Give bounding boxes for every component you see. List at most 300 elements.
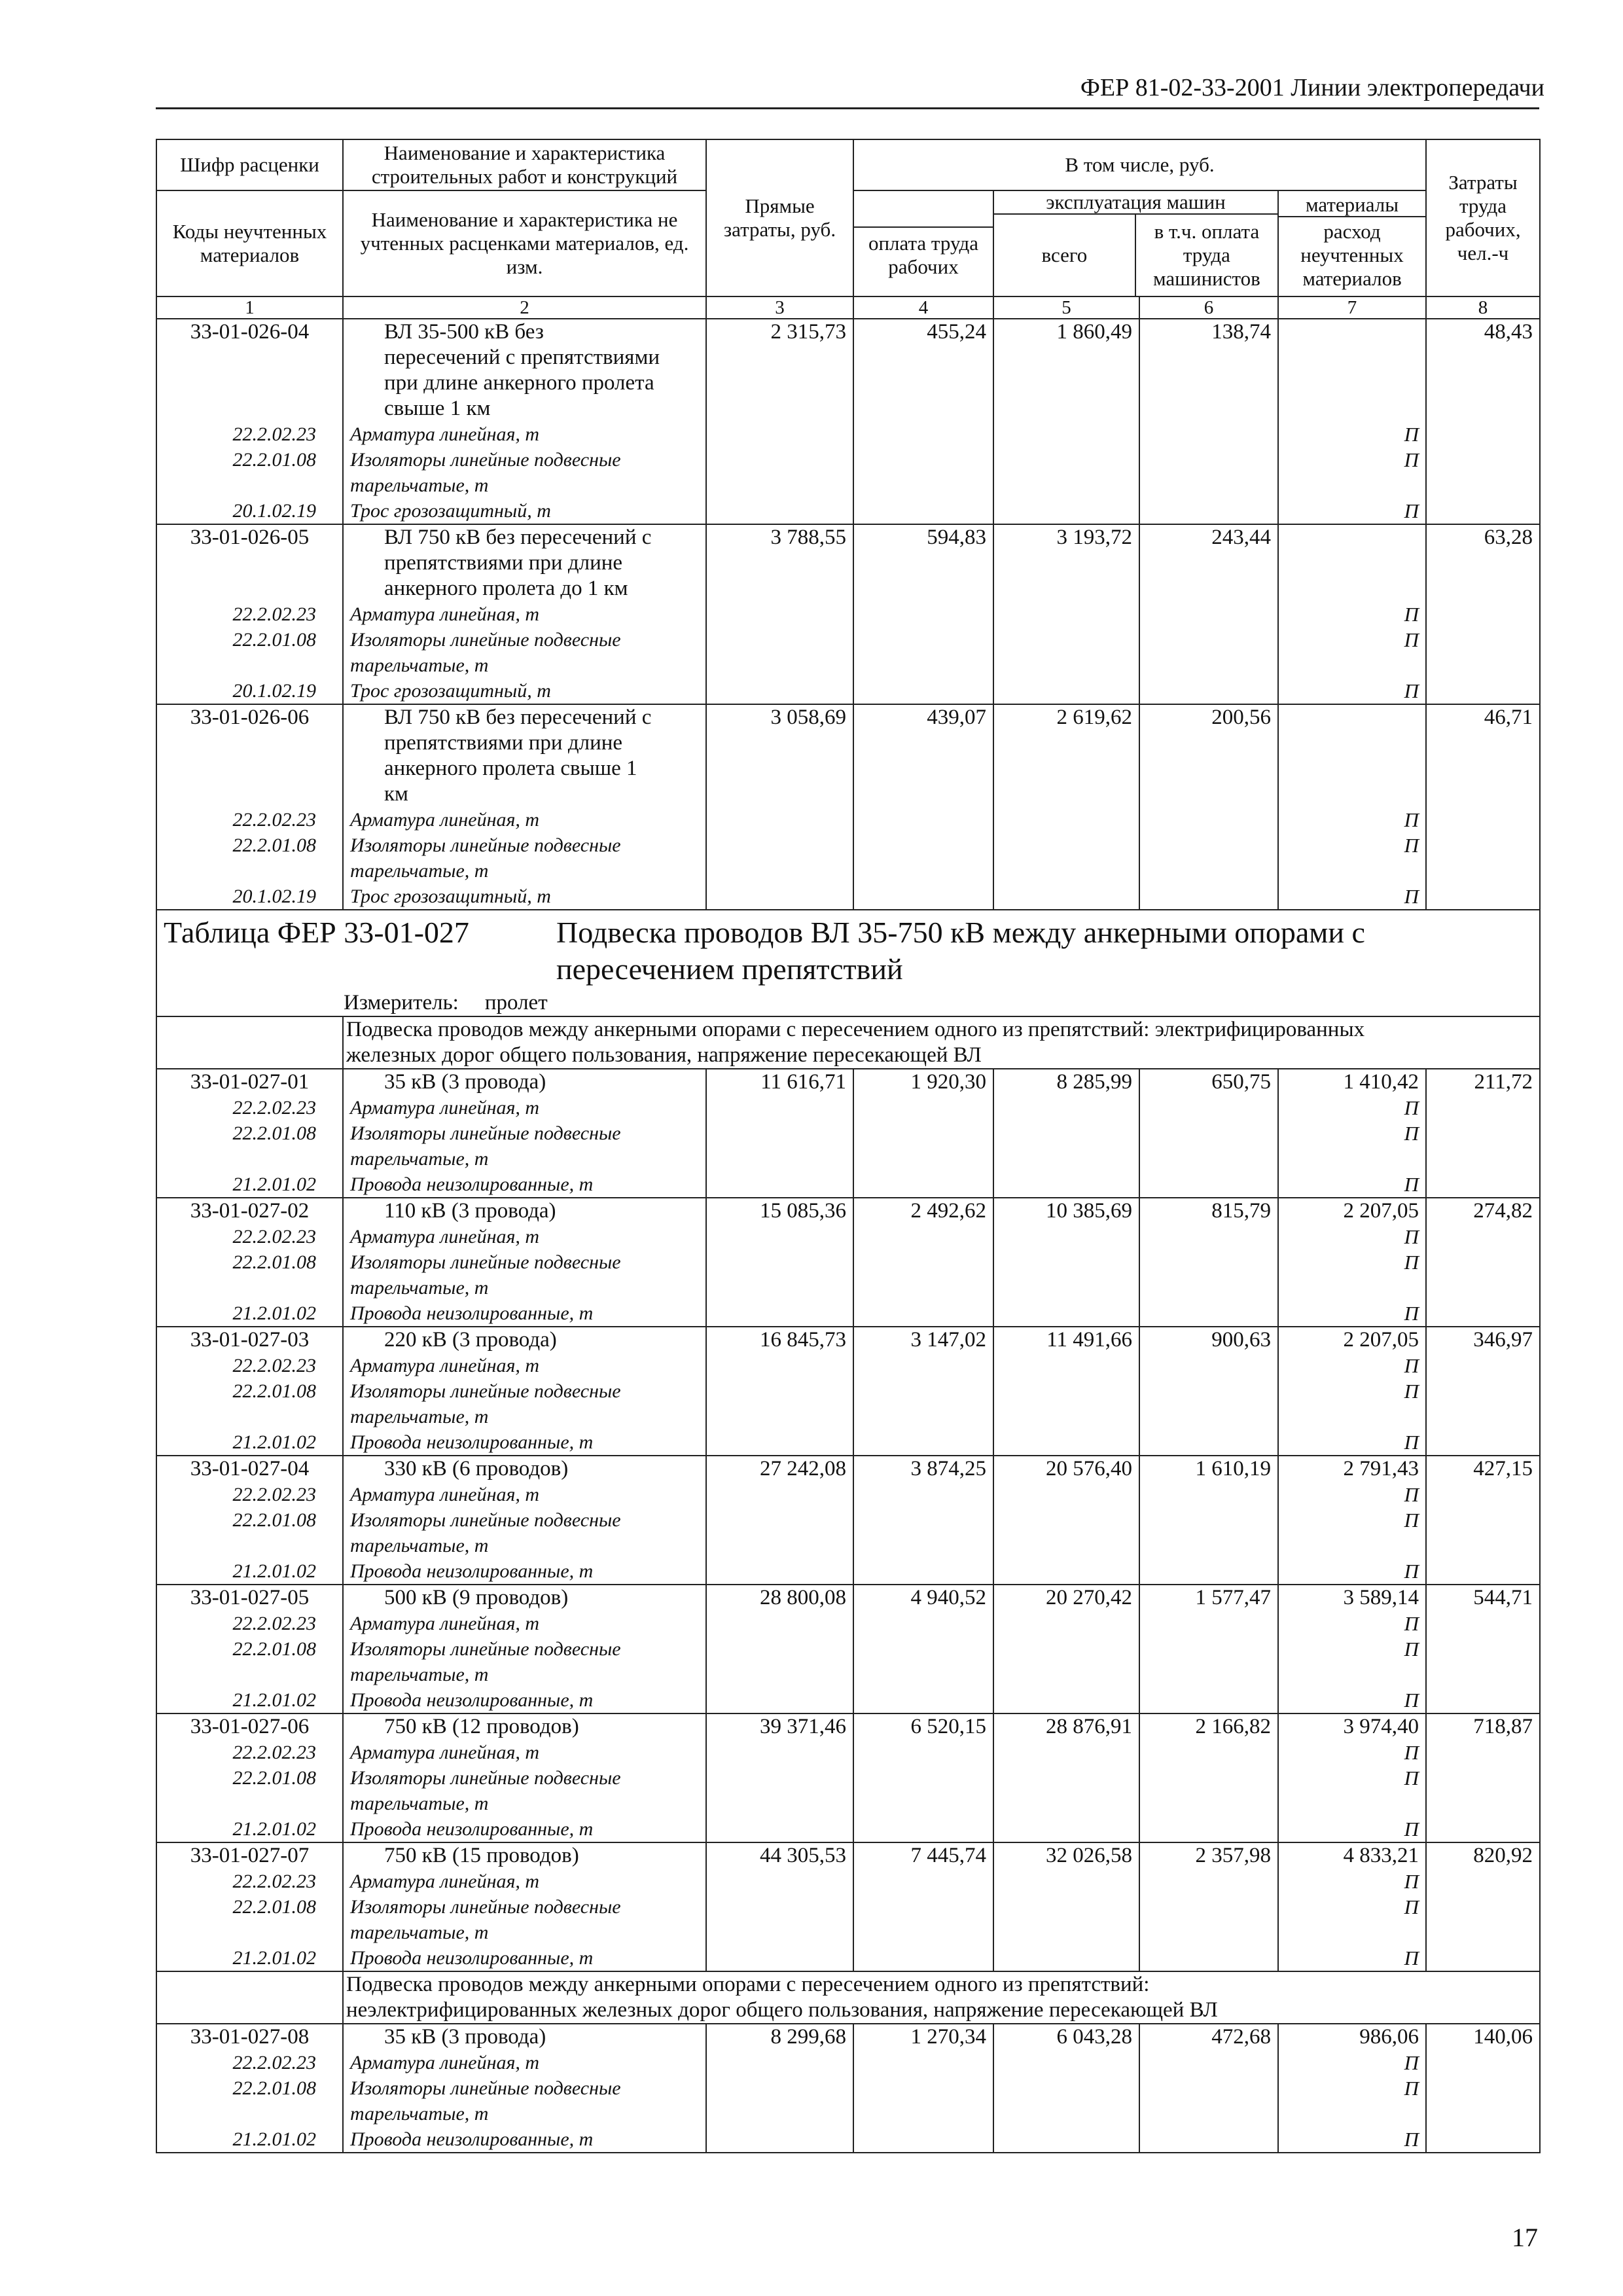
empty-cell [993, 2101, 1139, 2126]
empty-cell [853, 1558, 993, 1585]
empty-cell [853, 1378, 993, 1404]
empty-cell [993, 345, 1139, 370]
empty-cell [1426, 807, 1540, 833]
empty-cell [993, 756, 1139, 781]
empty-cell [853, 2075, 993, 2101]
empty-cell [1139, 807, 1278, 833]
rate-wages: 1 270,34 [853, 2024, 993, 2050]
empty-cell [706, 1249, 853, 1275]
empty-cell [853, 1275, 993, 1300]
rate-mach_w: 1 577,47 [1139, 1585, 1278, 1611]
rate-mat: 4 833,21 [1278, 1842, 1426, 1869]
empty-cell [1426, 1172, 1540, 1198]
material-name: Провода неизолированные, т [343, 1429, 706, 1456]
material-code: 20.1.02.19 [156, 884, 343, 910]
empty-cell [853, 550, 993, 576]
empty-cell [1139, 2075, 1278, 2101]
empty-cell [706, 422, 853, 447]
material-quantity-mark: П [1278, 1945, 1426, 1971]
empty-cell [1426, 653, 1540, 678]
empty-cell [993, 2050, 1139, 2075]
empty-cell [853, 473, 993, 498]
material-code: 21.2.01.02 [156, 1816, 343, 1842]
material-code [156, 1533, 343, 1558]
empty-cell [1139, 1300, 1278, 1327]
material-row [156, 1172, 1540, 1198]
empty-cell [993, 1869, 1139, 1894]
empty-cell [1139, 858, 1278, 884]
rate-mach_w: 1 610,19 [1139, 1456, 1278, 1482]
material-code [156, 1404, 343, 1429]
material-code: 22.2.01.08 [156, 1249, 343, 1275]
material-quantity-mark: П [1278, 1121, 1426, 1146]
empty-cell [1426, 884, 1540, 910]
material-row [156, 1300, 1540, 1327]
rate-row [156, 319, 1540, 345]
empty-cell [993, 1300, 1139, 1327]
empty-cell [853, 1404, 993, 1429]
material-code: 22.2.01.08 [156, 833, 343, 858]
col-number: 5 [993, 296, 1139, 319]
empty-cell [853, 1791, 993, 1816]
rate-direct: 11 616,71 [706, 1069, 853, 1095]
empty-cell [156, 345, 343, 370]
material-name: Провода неизолированные, т [343, 2126, 706, 2153]
empty-cell [993, 1482, 1139, 1507]
rate-labor: 820,92 [1426, 1842, 1540, 1869]
rate-name-continuation [156, 730, 1540, 756]
empty-cell [706, 1611, 853, 1636]
empty-cell [993, 678, 1139, 704]
empty-cell [993, 1636, 1139, 1662]
rate-mat [1278, 524, 1426, 550]
rate-mach: 10 385,69 [993, 1198, 1139, 1224]
empty-cell [1426, 833, 1540, 858]
material-name: Провода неизолированные, т [343, 1300, 706, 1327]
empty-cell [853, 1687, 993, 1713]
rate-mat [1278, 704, 1426, 730]
material-code: 22.2.02.23 [156, 807, 343, 833]
empty-cell [993, 1920, 1139, 1945]
empty-cell [706, 2101, 853, 2126]
empty-cell [993, 781, 1139, 807]
empty-cell [706, 1224, 853, 1249]
rate-mat: 2 791,43 [1278, 1456, 1426, 1482]
empty-cell [1278, 730, 1426, 756]
rate-name: 750 кВ (15 проводов) [343, 1842, 706, 1869]
material-name: Арматура линейная, т [343, 1482, 706, 1507]
rate-name: анкерного пролета до 1 км [343, 576, 706, 601]
rate-labor: 63,28 [1426, 524, 1540, 550]
rate-mach_w: 138,74 [1139, 319, 1278, 345]
empty-cell [1426, 1816, 1540, 1842]
material-code: 22.2.02.23 [156, 1482, 343, 1507]
rate-mat [1278, 319, 1426, 345]
rate-name: при длине анкерного пролета [343, 370, 706, 396]
header-rule [156, 107, 1539, 109]
material-code: 22.2.02.23 [156, 601, 343, 627]
empty-cell [993, 370, 1139, 396]
empty-cell [853, 2050, 993, 2075]
empty-cell [1139, 1765, 1278, 1791]
rate-direct: 44 305,53 [706, 1842, 853, 1869]
rate-mach: 20 576,40 [993, 1456, 1139, 1482]
empty-cell [1139, 1378, 1278, 1404]
material-code: 22.2.01.08 [156, 1765, 343, 1791]
empty-cell [706, 678, 853, 704]
rate-name-continuation [156, 576, 1540, 601]
group-header-line1: Подвеска проводов между анкерными опорами с пересечением одного из препятствий: электрифицированных [346, 1018, 1365, 1041]
material-row [156, 1920, 1540, 1945]
empty-cell [1139, 473, 1278, 498]
empty-cell [156, 756, 343, 781]
material-name: Провода неизолированные, т [343, 1687, 706, 1713]
material-row [156, 1558, 1540, 1585]
material-quantity-mark [1278, 1791, 1426, 1816]
material-quantity-mark: П [1278, 1816, 1426, 1842]
rate-wages: 1 920,30 [853, 1069, 993, 1095]
material-name: тарельчатые, т [343, 858, 706, 884]
empty-cell [1278, 781, 1426, 807]
empty-cell [853, 1611, 993, 1636]
empty-cell [706, 1353, 853, 1378]
rate-row [156, 704, 1540, 730]
empty-cell [993, 422, 1139, 447]
material-name: Арматура линейная, т [343, 1353, 706, 1378]
empty-cell [853, 1869, 993, 1894]
empty-cell [1139, 396, 1278, 422]
material-row [156, 1611, 1540, 1636]
empty-cell [853, 1945, 993, 1971]
rate-labor: 274,82 [1426, 1198, 1540, 1224]
empty-cell [853, 1224, 993, 1249]
empty-cell [1139, 653, 1278, 678]
empty-cell [1426, 678, 1540, 704]
empty-cell [853, 2101, 993, 2126]
col-machines-total-label: всего [994, 215, 1136, 296]
material-code: 21.2.01.02 [156, 1558, 343, 1585]
material-code: 22.2.02.23 [156, 1095, 343, 1121]
rate-labor: 211,72 [1426, 1069, 1540, 1095]
rate-mach: 6 043,28 [993, 2024, 1139, 2050]
group-header-row [156, 1016, 1540, 1069]
material-name: Арматура линейная, т [343, 601, 706, 627]
empty-cell [853, 1765, 993, 1791]
empty-cell [993, 1404, 1139, 1429]
empty-cell [706, 1791, 853, 1816]
empty-cell [706, 396, 853, 422]
col-number: 3 [706, 296, 853, 319]
rate-direct: 39 371,46 [706, 1713, 853, 1740]
material-quantity-mark: П [1278, 2075, 1426, 2101]
empty-cell [706, 756, 853, 781]
empty-cell [1139, 1095, 1278, 1121]
rate-direct: 28 800,08 [706, 1585, 853, 1611]
empty-cell [993, 1945, 1139, 1971]
rate-code: 33-01-027-05 [156, 1585, 343, 1611]
rate-direct: 3 058,69 [706, 704, 853, 730]
rate-code: 33-01-027-01 [156, 1069, 343, 1095]
material-code: 21.2.01.02 [156, 1429, 343, 1456]
empty-cell [1139, 345, 1278, 370]
empty-cell [1426, 1482, 1540, 1507]
material-name: Изоляторы линейные подвесные [343, 1765, 706, 1791]
empty-cell [853, 1172, 993, 1198]
rate-name: препятствиями при длине [343, 730, 706, 756]
rate-name: 330 кВ (6 проводов) [343, 1456, 706, 1482]
empty-cell [1426, 1146, 1540, 1172]
empty-cell [1139, 678, 1278, 704]
material-code: 20.1.02.19 [156, 498, 343, 524]
material-name: тарельчатые, т [343, 1791, 706, 1816]
empty-cell [1139, 601, 1278, 627]
material-row [156, 1146, 1540, 1172]
rate-mach: 20 270,42 [993, 1585, 1139, 1611]
section-title [156, 910, 1540, 990]
empty-cell [1426, 781, 1540, 807]
section-title-row [156, 910, 1540, 990]
material-row [156, 2050, 1540, 2075]
rate-code: 33-01-026-04 [156, 319, 343, 345]
empty-cell [1426, 627, 1540, 653]
empty-cell [706, 1945, 853, 1971]
material-row [156, 833, 1540, 858]
empty-cell [156, 730, 343, 756]
material-row [156, 1869, 1540, 1894]
empty-cell [1426, 1404, 1540, 1429]
material-code: 21.2.01.02 [156, 1300, 343, 1327]
rate-mach_w: 200,56 [1139, 704, 1278, 730]
empty-cell [1426, 396, 1540, 422]
empty-cell [706, 345, 853, 370]
empty-cell [1426, 2050, 1540, 2075]
empty-cell [993, 1740, 1139, 1765]
empty-cell [706, 601, 853, 627]
empty-cell [1426, 1869, 1540, 1894]
empty-cell [706, 730, 853, 756]
rate-mat: 986,06 [1278, 2024, 1426, 2050]
empty-cell [1426, 1687, 1540, 1713]
empty-cell [853, 781, 993, 807]
empty-cell [1139, 1611, 1278, 1636]
rate-name-continuation [156, 550, 1540, 576]
material-row [156, 1249, 1540, 1275]
material-name: Трос грозозащитный, т [343, 884, 706, 910]
material-quantity-mark: П [1278, 1740, 1426, 1765]
section-title-line1: Подвеска проводов ВЛ 35-750 кВ между анкерными опорами с [556, 916, 1365, 949]
group-header [343, 1971, 1540, 2024]
rate-wages: 455,24 [853, 319, 993, 345]
col-incl-label: В том числе, руб. [853, 139, 1426, 190]
rate-name: свыше 1 км [343, 396, 706, 422]
rate-mat: 2 207,05 [1278, 1327, 1426, 1353]
empty-cell [1139, 1172, 1278, 1198]
rate-labor: 46,71 [1426, 704, 1540, 730]
col-number: 6 [1139, 296, 1278, 319]
material-row [156, 1224, 1540, 1249]
empty-cell [1139, 730, 1278, 756]
empty-cell [853, 730, 993, 756]
empty-cell [993, 730, 1139, 756]
material-quantity-mark: П [1278, 1482, 1426, 1507]
material-code: 22.2.02.23 [156, 1611, 343, 1636]
material-name: Арматура линейная, т [343, 1224, 706, 1249]
rate-name: 35 кВ (3 провода) [343, 1069, 706, 1095]
rate-mach_w: 472,68 [1139, 2024, 1278, 2050]
empty-cell [1426, 550, 1540, 576]
material-quantity-mark: П [1278, 678, 1426, 704]
rate-code: 33-01-026-05 [156, 524, 343, 550]
empty-cell [1139, 2126, 1278, 2153]
empty-cell [706, 576, 853, 601]
empty-cell [706, 1095, 853, 1121]
col-name-label: Наименование и характеристика строительных работ и конструкций [343, 139, 706, 190]
col-mat-codes-label: Коды неучтенных материалов [156, 190, 343, 296]
empty-cell [1139, 781, 1278, 807]
rate-row [156, 1456, 1540, 1482]
material-name: Изоляторы линейные подвесные [343, 1378, 706, 1404]
rate-mach: 2 619,62 [993, 704, 1139, 730]
material-quantity-mark: П [1278, 1224, 1426, 1249]
empty-cell [1426, 1920, 1540, 1945]
rates-table [156, 139, 1541, 2153]
empty-cell [1426, 498, 1540, 524]
material-row [156, 1482, 1540, 1507]
rate-row [156, 524, 1540, 550]
empty-cell [1278, 396, 1426, 422]
rate-row [156, 1069, 1540, 1095]
empty-cell [1426, 1636, 1540, 1662]
material-name: тарельчатые, т [343, 1920, 706, 1945]
material-row [156, 601, 1540, 627]
material-code [156, 1791, 343, 1816]
empty-cell [156, 1971, 343, 2024]
material-row [156, 1404, 1540, 1429]
empty-cell [993, 884, 1139, 910]
empty-cell [853, 807, 993, 833]
group-header-line1: Подвеска проводов между анкерными опорами с пересечением одного из препятствий: [346, 1973, 1150, 1996]
material-name: Провода неизолированные, т [343, 1558, 706, 1585]
empty-cell [706, 1404, 853, 1429]
material-row [156, 1791, 1540, 1816]
material-row [156, 1095, 1540, 1121]
empty-cell [156, 576, 343, 601]
material-name: тарельчатые, т [343, 1533, 706, 1558]
empty-cell [1426, 447, 1540, 473]
empty-cell [853, 884, 993, 910]
empty-cell [1426, 1353, 1540, 1378]
material-name: Изоляторы линейные подвесные [343, 1249, 706, 1275]
material-code [156, 1275, 343, 1300]
material-quantity-mark: П [1278, 1300, 1426, 1327]
empty-cell [156, 550, 343, 576]
empty-cell [853, 678, 993, 704]
rate-row [156, 1713, 1540, 1740]
material-name: Изоляторы линейные подвесные [343, 1894, 706, 1920]
material-quantity-mark: П [1278, 447, 1426, 473]
empty-cell [1426, 1894, 1540, 1920]
material-row [156, 498, 1540, 524]
empty-cell [853, 1740, 993, 1765]
empty-cell [706, 1894, 853, 1920]
empty-cell [993, 1533, 1139, 1558]
material-quantity-mark [1278, 1275, 1426, 1300]
empty-cell [1139, 1533, 1278, 1558]
empty-cell [993, 498, 1139, 524]
col-materials-label: материалы [1279, 194, 1425, 217]
empty-cell [993, 1275, 1139, 1300]
empty-cell [1426, 1791, 1540, 1816]
empty-cell [1426, 370, 1540, 396]
empty-cell [993, 1765, 1139, 1791]
material-quantity-mark [1278, 1404, 1426, 1429]
rate-code: 33-01-027-03 [156, 1327, 343, 1353]
rate-name: ВЛ 750 кВ без пересечений с [343, 704, 706, 730]
material-row [156, 1533, 1540, 1558]
material-quantity-mark: П [1278, 884, 1426, 910]
material-name: тарельчатые, т [343, 1662, 706, 1687]
material-name: Арматура линейная, т [343, 1740, 706, 1765]
empty-cell [1139, 1507, 1278, 1533]
rate-mach_w: 2 166,82 [1139, 1713, 1278, 1740]
material-row [156, 653, 1540, 678]
rate-direct: 27 242,08 [706, 1456, 853, 1482]
empty-cell [993, 1378, 1139, 1404]
material-code: 20.1.02.19 [156, 678, 343, 704]
rate-name: 110 кВ (3 провода) [343, 1198, 706, 1224]
material-row [156, 627, 1540, 653]
material-code: 21.2.01.02 [156, 1172, 343, 1198]
empty-cell [1139, 1146, 1278, 1172]
empty-cell [853, 1095, 993, 1121]
group-header [343, 1016, 1540, 1069]
material-name: тарельчатые, т [343, 473, 706, 498]
material-quantity-mark [1278, 653, 1426, 678]
empty-cell [1139, 627, 1278, 653]
material-quantity-mark [1278, 473, 1426, 498]
empty-cell [706, 653, 853, 678]
group-header-line2: неэлектрифицированных железных дорог общего пользования, напряжение пересекающей ВЛ [346, 1998, 1218, 2022]
material-quantity-mark: П [1278, 498, 1426, 524]
empty-cell [993, 1816, 1139, 1842]
empty-cell [993, 627, 1139, 653]
rate-mach: 11 491,66 [993, 1327, 1139, 1353]
empty-cell [1139, 1121, 1278, 1146]
empty-cell [706, 2126, 853, 2153]
empty-cell [1426, 1765, 1540, 1791]
material-code: 22.2.01.08 [156, 1378, 343, 1404]
col-numbers-row [156, 296, 1540, 319]
material-row [156, 1894, 1540, 1920]
empty-cell [1426, 1275, 1540, 1300]
col-machines-cell [993, 190, 1278, 296]
material-name: Арматура линейная, т [343, 1611, 706, 1636]
material-name: Изоляторы линейные подвесные [343, 2075, 706, 2101]
empty-cell [1139, 1920, 1278, 1945]
col-wages-label: оплата труда рабочих [868, 232, 979, 278]
rate-mat: 3 974,40 [1278, 1713, 1426, 1740]
rate-mat: 3 589,14 [1278, 1585, 1426, 1611]
rate-name: 750 кВ (12 проводов) [343, 1713, 706, 1740]
empty-cell [993, 576, 1139, 601]
empty-cell [853, 498, 993, 524]
material-quantity-mark [1278, 1920, 1426, 1945]
empty-cell [706, 1275, 853, 1300]
empty-cell [706, 1507, 853, 1533]
empty-cell [706, 1558, 853, 1585]
empty-cell [706, 1482, 853, 1507]
rate-code: 33-01-027-02 [156, 1198, 343, 1224]
